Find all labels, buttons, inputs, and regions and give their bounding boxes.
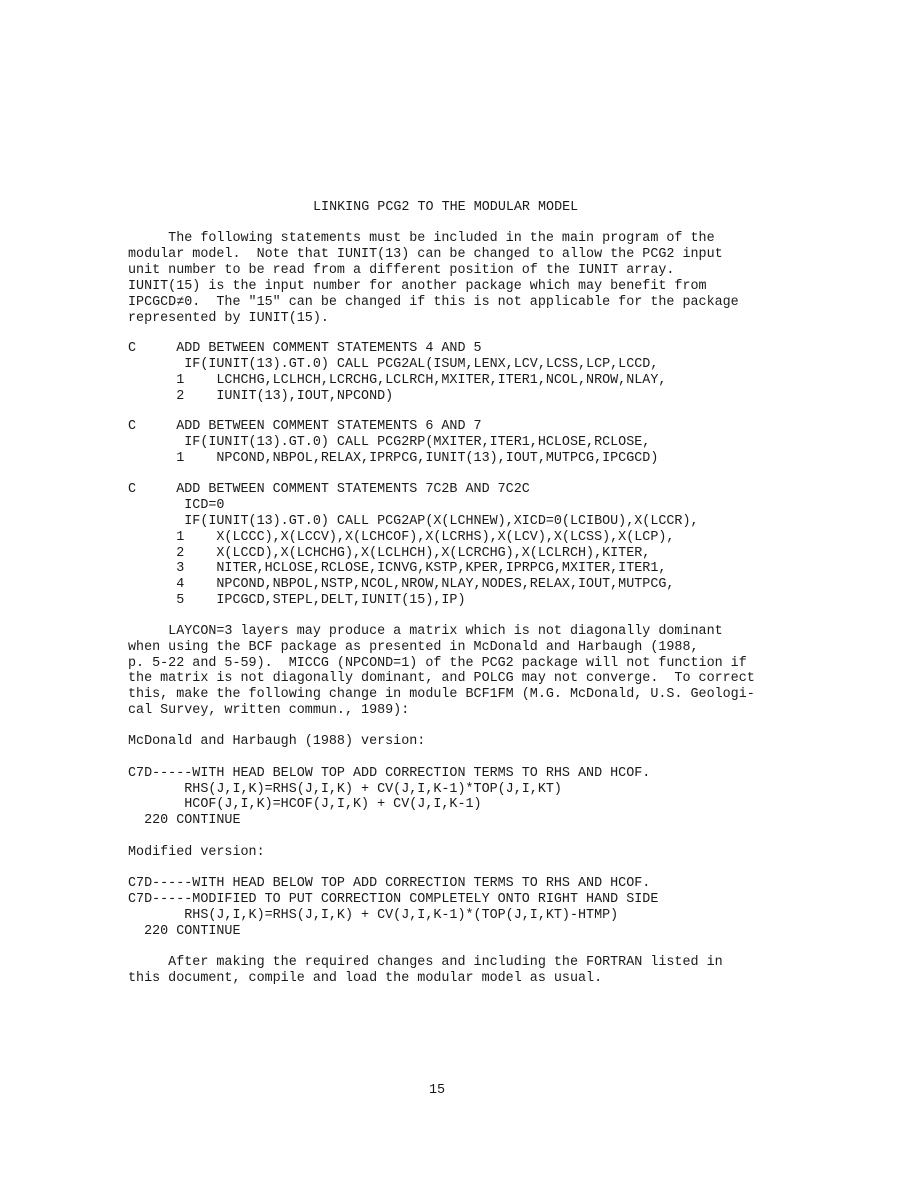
page-title: LINKING PCG2 TO THE MODULAR MODEL: [313, 200, 579, 215]
code-line: HCOF(J,I,K)=HCOF(J,I,K) + CV(J,I,K-1): [128, 797, 482, 812]
code-line: C7D-----MODIFIED TO PUT CORRECTION COMPLETELY ONTO RIGHT HAND SIDE: [128, 892, 659, 907]
text-line: represented by IUNIT(15).: [128, 311, 329, 326]
page-number: 15: [429, 1083, 446, 1098]
code-line: 2 IUNIT(13),IOUT,NPCOND): [128, 389, 394, 404]
code-line: RHS(J,I,K)=RHS(J,I,K) + CV(J,I,K-1)*(TOP(J,I,KT)-HTMP): [128, 908, 619, 923]
text-line: The following statements must be included in the main program of the: [128, 231, 715, 246]
modified-version-label: Modified version:: [128, 845, 265, 860]
text-line: IUNIT(15) is the input number for another package which may benefit from: [128, 279, 707, 294]
text-line: IPCGCD≠0. The "15" can be changed if this is not applicable for the package: [128, 295, 739, 310]
text-line: this, make the following change in module BCF1FM (M.G. McDonald, U.S. Geologi-: [128, 687, 755, 702]
code-line: 1 NPCOND,NBPOL,RELAX,IPRPCG,IUNIT(13),IOUT,MUTPCG,IPCGCD): [128, 451, 659, 466]
code-line: C ADD BETWEEN COMMENT STATEMENTS 4 AND 5: [128, 341, 482, 356]
code-line: IF(IUNIT(13).GT.0) CALL PCG2AP(X(LCHNEW),XICD=0(LCIBOU),X(LCCR),: [128, 514, 699, 529]
text-line: LAYCON=3 layers may produce a matrix which is not diagonally dominant: [128, 624, 723, 639]
code-line: 1 X(LCCC),X(LCCV),X(LCHCOF),X(LCRHS),X(LCV),X(LCSS),X(LCP),: [128, 530, 675, 545]
code-line: C7D-----WITH HEAD BELOW TOP ADD CORRECTION TERMS TO RHS AND HCOF.: [128, 876, 651, 891]
code-line: IF(IUNIT(13).GT.0) CALL PCG2RP(MXITER,ITER1,HCLOSE,RCLOSE,: [128, 435, 651, 450]
code-line: C ADD BETWEEN COMMENT STATEMENTS 7C2B AND 7C2C: [128, 482, 530, 497]
mh-version-label: McDonald and Harbaugh (1988) version:: [128, 734, 426, 749]
code-line: 1 LCHCHG,LCLHCH,LCRCHG,LCLRCH,MXITER,ITER1,NCOL,NROW,NLAY,: [128, 373, 667, 388]
code-line: C ADD BETWEEN COMMENT STATEMENTS 6 AND 7: [128, 419, 482, 434]
text-line: the matrix is not diagonally dominant, and POLCG may not converge. To correct: [128, 671, 755, 686]
text-line: when using the BCF package as presented in McDonald and Harbaugh (1988,: [128, 640, 699, 655]
text-line: p. 5-22 and 5-59). MICCG (NPCOND=1) of the PCG2 package will not function if: [128, 656, 747, 671]
code-line: 220 CONTINUE: [128, 813, 241, 828]
code-line: IF(IUNIT(13).GT.0) CALL PCG2AL(ISUM,LENX,LCV,LCSS,LCP,LCCD,: [128, 357, 659, 372]
code-line: 220 CONTINUE: [128, 924, 241, 939]
code-line: ICD=0: [128, 498, 225, 513]
text-line: unit number to be read from a different position of the IUNIT array.: [128, 263, 675, 278]
code-line: 4 NPCOND,NBPOL,NSTP,NCOL,NROW,NLAY,NODES,RELAX,IOUT,MUTPCG,: [128, 577, 675, 592]
code-line: 5 IPCGCD,STEPL,DELT,IUNIT(15),IP): [128, 593, 466, 608]
code-line: 3 NITER,HCLOSE,RCLOSE,ICNVG,KSTP,KPER,IPRPCG,MXITER,ITER1,: [128, 561, 667, 576]
code-line: C7D-----WITH HEAD BELOW TOP ADD CORRECTION TERMS TO RHS AND HCOF.: [128, 766, 651, 781]
text-line: modular model. Note that IUNIT(13) can be changed to allow the PCG2 input: [128, 247, 723, 262]
code-line: RHS(J,I,K)=RHS(J,I,K) + CV(J,I,K-1)*TOP(J,I,KT): [128, 782, 562, 797]
text-line: After making the required changes and including the FORTRAN listed in: [128, 955, 723, 970]
text-line: this document, compile and load the modular model as usual.: [128, 971, 603, 986]
text-line: cal Survey, written commun., 1989):: [128, 703, 410, 718]
code-line: 2 X(LCCD),X(LCHCHG),X(LCLHCH),X(LCRCHG),X(LCLRCH),KITER,: [128, 546, 651, 561]
